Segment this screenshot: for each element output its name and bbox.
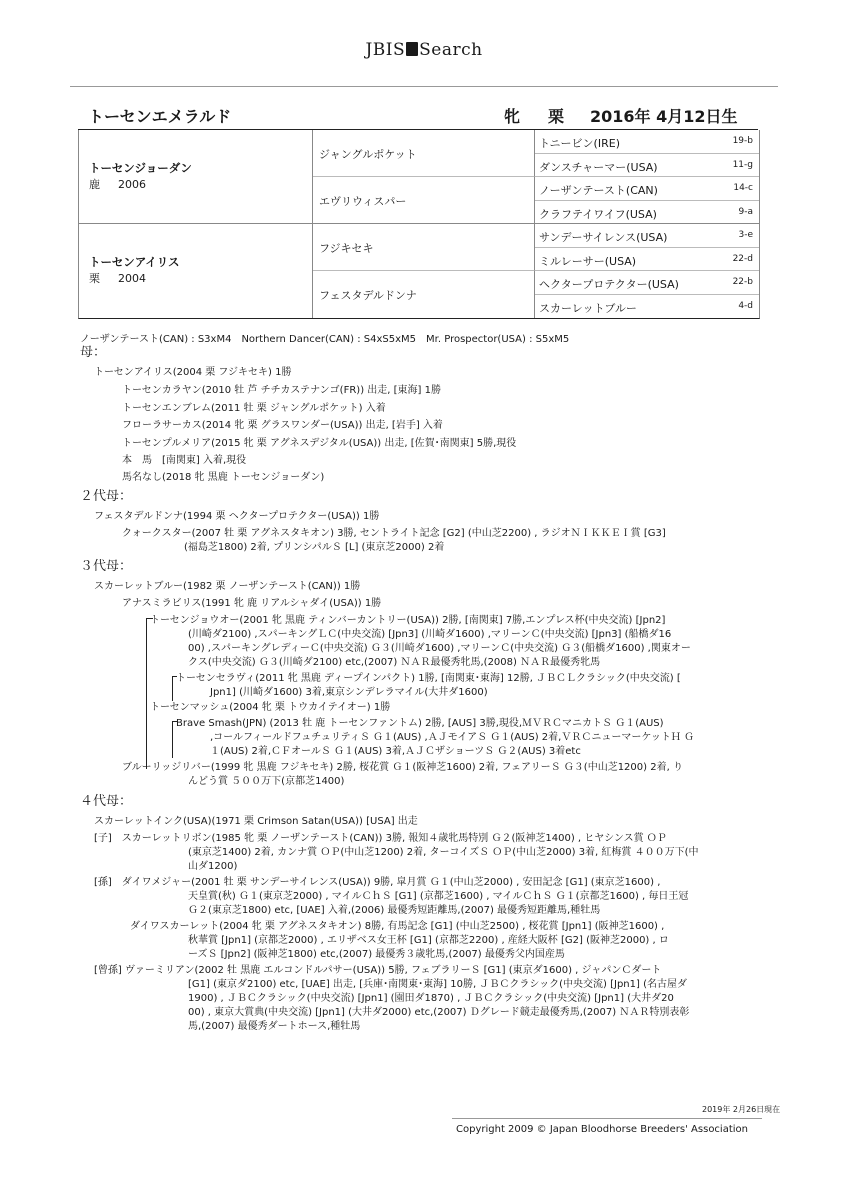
logo-horse-icon [406,42,418,56]
record-line: トーセンアイリス(2004 栗 フジキセキ) 1勝 [94,367,292,378]
pedigree-g3: トニービン(IRE) 19-b [535,130,759,154]
record-line: トーセンマッシュ(2004 牝 栗 トウカイテイオー) 1勝 [150,702,391,713]
horse-title [88,104,760,128]
record-line: [G1] (東京ダ2100) etc, [UAE] 出走, [兵庫･南関東･東海] 10勝, ＪＢＣクラシック(中央交流) [Jpn1] (名古屋ダ [188,979,687,990]
horse-name: トーセンエメラルド [88,107,232,126]
record-line: 本 馬 [南関東] 入着,現役 [122,455,247,466]
record-line: アナスミラビリス(1991 牝 鹿 リアルシャダイ(USA)) 1勝 [122,598,382,609]
record-line: スカーレットブルー(1982 栗 ノーザンテースト(CAN)) 1勝 [94,581,361,592]
record-line: ーズＳ [Jpn2] (阪神芝1800) etc,(2007) 最優秀３歳牝馬,(2007) 最優秀父内国産馬 [188,949,565,960]
record-line: 天皇賞(秋) Ｇ１(東京芝2000) , マイルＣｈＳ [G1] (京都芝1600) , マイルＣｈＳ Ｇ１(京都芝1600) , 毎日王冠 [188,891,689,902]
pedigree-table [78,130,760,319]
horse-sex-color: 牝 栗 [504,107,571,126]
horse-birthdate: 2016年 4月12日生 [590,107,738,126]
pedigree-g2: ジャングルポケット [313,130,535,177]
sire-info: 鹿 2006 [89,178,146,191]
as-of-date: 2019年 2月26日現在 [702,1105,781,1114]
record-line: 馬名なし(2018 牝 黒鹿 トーセンジョーダン) [122,472,325,483]
copyright: Copyright 2009 © Japan Bloodhorse Breeders' Association [456,1124,748,1135]
record-line: [孫] ダイワメジャー(2001 牡 栗 サンデーサイレンス(USA)) 9勝, 皐月賞 Ｇ１(中山芝2000) , 安田記念 [G1] (東京芝1600) , [94,877,661,888]
section-heading: ２代母： [80,489,133,504]
record-line: 山ダ1200) [188,861,238,872]
record-line: 00) , 東京大賞典(中央交流) [Jpn1] (大井ダ2000) etc,(2007) Ｄグレード競走最優秀馬,(2007) ＮＡＲ特別表彰 [188,1007,690,1018]
record-line: スカーレットインク(USA)(1971 栗 Crimson Satan(USA)) [USA] 出走 [94,816,418,827]
record-line: トーセンジョウオー(2001 牝 黒鹿 ティンバーカントリー(USA)) 2勝, [南関東] 7勝,エンプレス杯(中央交流) [Jpn2] [150,615,666,626]
record-line: ブルーリッジリバー(1999 牝 黒鹿 フジキセキ) 2勝, 桜花賞 Ｇ１(阪神芝1600) 2着, フェアリーＳ Ｇ３(中山芝1200) 2着, り [122,762,683,773]
record-line: (東京芝1400) 2着, カンナ賞 ＯＰ(中山芝1200) 2着, ターコイズＳ ＯＰ(中山芝2000) 3着, 紅梅賞 ４００万下(中 [188,847,699,858]
record-line: Ｇ２(東京芝1800) etc, [UAE] 入着,(2006) 最優秀短距離馬,(2007) 最優秀短距離馬,種牡馬 [188,905,601,916]
logo-text-left: JBIS [365,40,406,60]
pedigree-g3: ダンスチャーマー(USA) 11-g [535,154,759,178]
footer-divider [452,1118,762,1119]
pedigree-g2: フェスタデルドンナ [313,271,535,318]
record-line: クス(中央交流) Ｇ３(川崎ダ2100) etc,(2007) ＮＡＲ最優秀牝馬,(2008) ＮＡＲ最優秀牝馬 [188,657,601,668]
record-line: １(AUS) 2着,ＣＦオールＳ Ｇ１(AUS) 3着,ＡＪＣザショーツＳ Ｇ２(AUS) 3着etc [210,746,581,757]
jbis-logo[interactable] [0,40,848,60]
pedigree-g3: ミルレーサー(USA) 22-d [535,248,759,272]
logo-text-right: Search [419,40,483,60]
record-line: トーセンプルメリア(2015 牝 栗 アグネスデジタル(USA)) 出走, [佐賀･南関東] 5勝,現役 [122,438,517,449]
record-line: トーセンカラヤン(2010 牡 芦 チチカステナンゴ(FR)) 出走, [東海] 1勝 [122,385,441,396]
header-divider [70,86,778,87]
family-bracket [146,618,153,769]
dam-info: 栗 2004 [89,272,146,285]
pedigree-g3: クラフテイワイフ(USA) 9-a [535,201,759,225]
record-line: クォークスター(2007 牡 栗 アグネスタキオン) 3勝, セントライト記念 [G2] (中山芝2200) , ラジオＮＩＫＫＥＩ賞 [G3] [122,528,666,539]
record-line: フローラサーカス(2014 牝 栗 グラスワンダー(USA)) 出走, [岩手] 入着 [122,420,443,431]
record-line: 00) ,スパーキングレディーＣ(中央交流) Ｇ３(川崎ダ1600) ,マリーンＣ(中央交流) Ｇ３(船橋ダ1600) ,関東オー [188,643,691,654]
record-line: (川崎ダ2100) ,スパーキングＬＣ(中央交流) [Jpn3] (川崎ダ1600) ,マリーンＣ(中央交流) [Jpn3] (船橋ダ16 [188,629,672,640]
record-line: トーセンセラヴィ(2011 牝 黒鹿 ディープインパクト) 1勝, [南関東･東海] 12勝, ＪＢＣＬクラシック(中央交流) [ [176,673,681,684]
pedigree-dam [79,224,313,318]
section-heading: 母： [80,345,107,360]
record-line: Jpn1] (川崎ダ1600) 3着,東京シンデレラマイル(大井ダ1600) [210,687,488,698]
record-line: 馬,(2007) 最優秀ダートホース,種牡馬 [188,1021,361,1032]
record-line: んどう賞 ５００万下(京都芝1400) [188,776,345,787]
pedigree-g3: サンデーサイレンス(USA) 3-e [535,224,759,248]
record-line: ダイワスカーレット(2004 牝 栗 アグネスタキオン) 8勝, 有馬記念 [G1] (中山芝2500) , 桜花賞 [Jpn1] (阪神芝1600) , [130,921,665,932]
inbreeding-note: ノーザンテースト(CAN) : S3xM4 Northern Dancer(CAN) : S4xS5xM5 Mr. Prospector(USA) : S5xM5 [80,334,570,345]
record-line: フェスタデルドンナ(1994 栗 ヘクタープロテクター(USA)) 1勝 [94,511,380,522]
pedigree-g3: スカーレットブルー 4-d [539,300,753,315]
record-line: 秋華賞 [Jpn1] (京都芝2000) , エリザベス女王杯 [G1] (京都芝2200) , 産経大阪杯 [G2] (阪神芝2000) , ロ [188,935,669,946]
section-heading: ３代母： [80,559,133,574]
pedigree-g2: エヴリウィスパー [313,177,535,224]
record-line: (福島芝1800) 2着, プリンシパルＳ [L] (東京芝2000) 2着 [184,542,445,553]
pedigree-sire [79,130,313,224]
record-line: [子] スカーレットリボン(1985 牝 栗 ノーザンテースト(CAN)) 3勝, 報知４歳牝馬特別 Ｇ２(阪神芝1400) , ヒヤシンス賞 ＯＰ [94,833,667,844]
pedigree-g3: ノーザンテースト(CAN) 14-c [535,177,759,201]
record-line: ,コールフィールドフュチュリティＳ Ｇ１(AUS) ,ＡＪモイアＳ Ｇ１(AUS) 2着,ＶＲＣニューマーケットＨ Ｇ [210,732,695,743]
dam-name: トーセンアイリス [89,255,180,269]
record-line: トーセンエンブレム(2011 牡 栗 ジャングルポケット) 入着 [122,403,386,414]
pedigree-g2: フジキセキ [313,224,535,271]
sire-name: トーセンジョーダン [89,161,192,175]
record-line: [曾孫] ヴァーミリアン(2002 牡 黒鹿 エルコンドルパサー(USA)) 5勝, フェブラリーＳ [G1] (東京ダ1600) , ジャパンＣダート [94,965,662,976]
section-heading: ４代母： [80,794,133,809]
record-line: Brave Smash(JPN) (2013 牡 鹿 トーセンファントム) 2勝, [AUS] 3勝,現役,ＭＶＲＣマニカトＳ Ｇ１(AUS) [176,718,664,729]
pedigree-g3: ヘクタープロテクター(USA) 22-b [535,271,759,295]
record-line: 1900) , ＪＢＣクラシック(中央交流) [Jpn1] (園田ダ1870) , ＪＢＣクラシック(中央交流) [Jpn1] (大井ダ20 [188,993,674,1004]
